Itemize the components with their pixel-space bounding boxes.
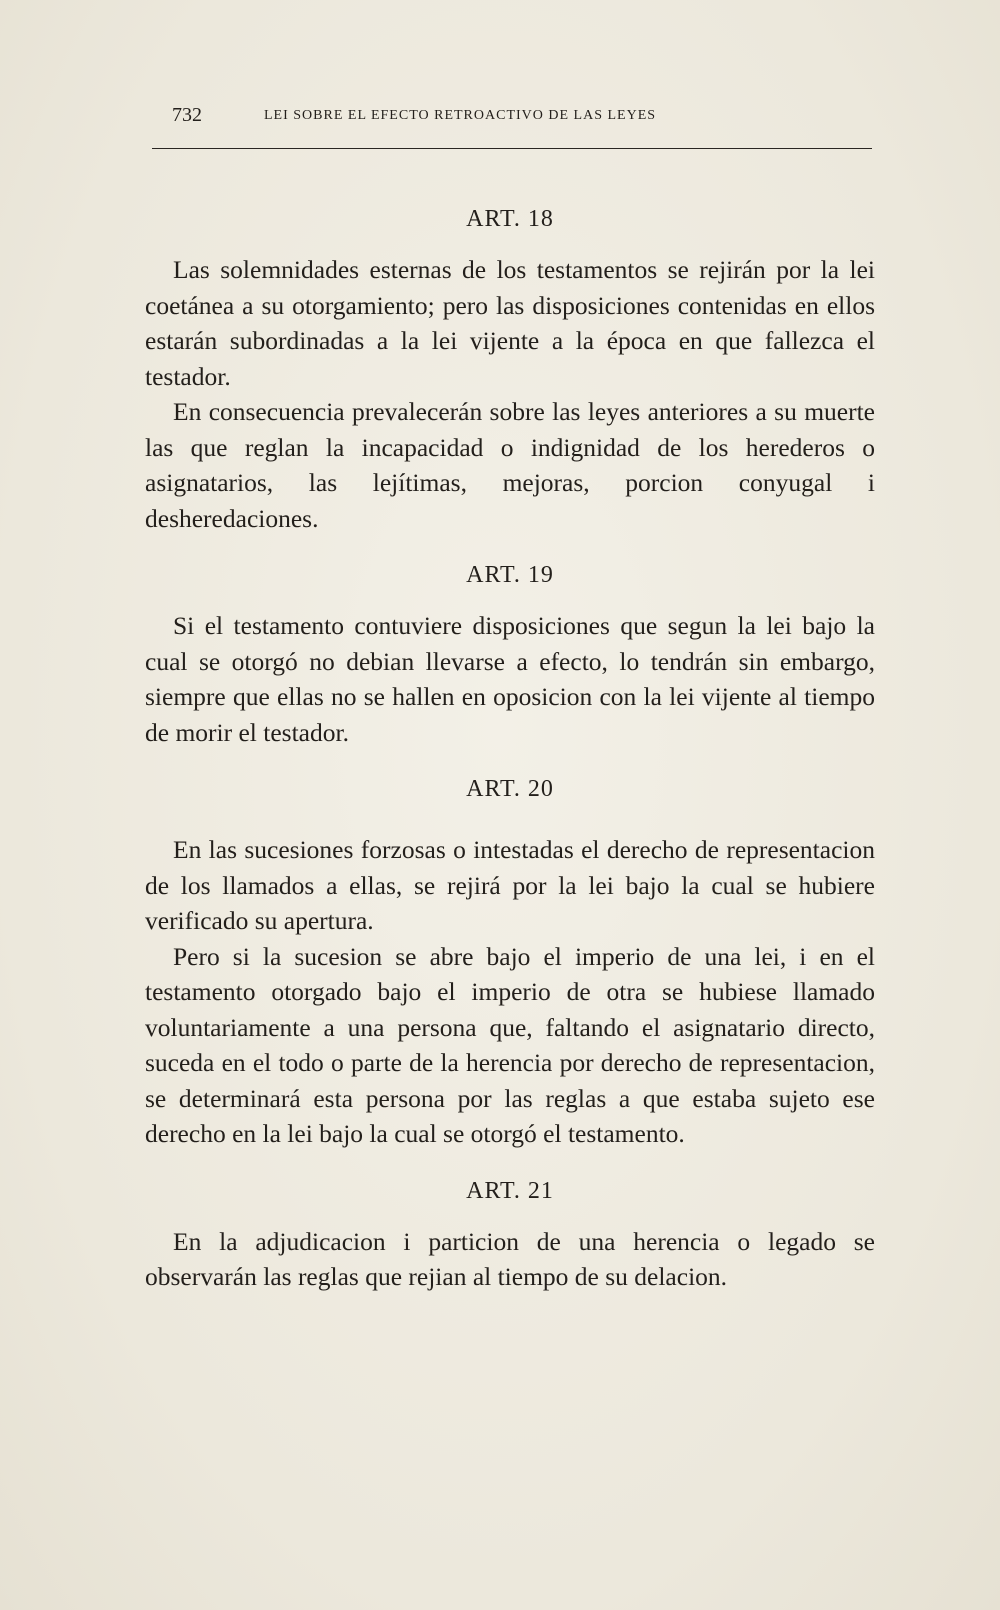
running-head — [172, 104, 872, 134]
page-number: 732 — [172, 104, 202, 126]
running-title: LEI SOBRE EL EFECTO RETROACTIVO DE LAS LEYES — [264, 108, 657, 123]
article-18-paragraph-2: En consecuencia prevalecerán sobre las leyes anteriores a su muerte las que reglan la incapacidad o indignidad de los herederos o asignatarios, las lejítimas, mejoras, porcion conyugal i desheredaciones. — [145, 397, 875, 533]
article-19-paragraph-1: Si el testamento contuviere disposiciones que segun la lei bajo la cual se otorgó no debian llevarse a efecto, lo tendrán sin embargo, siempre que ellas no se hallen en oposicion con la lei vijente al tiempo de morir el testador. — [145, 611, 875, 747]
article-21-heading: ART. 21 — [466, 1177, 554, 1204]
article-20-paragraph-2: Pero si la sucesion se abre bajo el imperio de una lei, i en el testamento otorgado bajo el imperio de otra se hubiese llamado voluntariamente a una persona que, faltando el asignatario directo, suceda en el todo o parte de la herencia por derecho de representacion, se determinará esta persona por las reglas a que estaba sujeto ese derecho en la lei bajo la cual se otorgó el testamento. — [145, 941, 875, 1148]
article-18-paragraph-1: Las solemnidades esternas de los testamentos se rejirán por la lei coetánea a su otorgamiento; pero las disposiciones contenidas en ellos estarán subordinadas a la lei vijente a la época en que fallezca el testador. — [145, 255, 875, 391]
article-20-heading: ART. 20 — [466, 776, 554, 802]
article-21-paragraph-1: En la adjudicacion i particion de una herencia o legado se observarán las reglas que rejian al tiempo de su delacion. — [145, 1226, 875, 1291]
article-19-heading: ART. 19 — [466, 562, 554, 588]
header-rule — [152, 148, 872, 149]
article-20-paragraph-1: En las sucesiones forzosas o intestadas el derecho de representacion de los llamados a ellas, se rejirá por la lei bajo la cual se hubiere verificado su apertura. — [145, 835, 875, 935]
article-18-heading: ART. 18 — [466, 206, 554, 232]
body-text — [145, 198, 875, 1295]
